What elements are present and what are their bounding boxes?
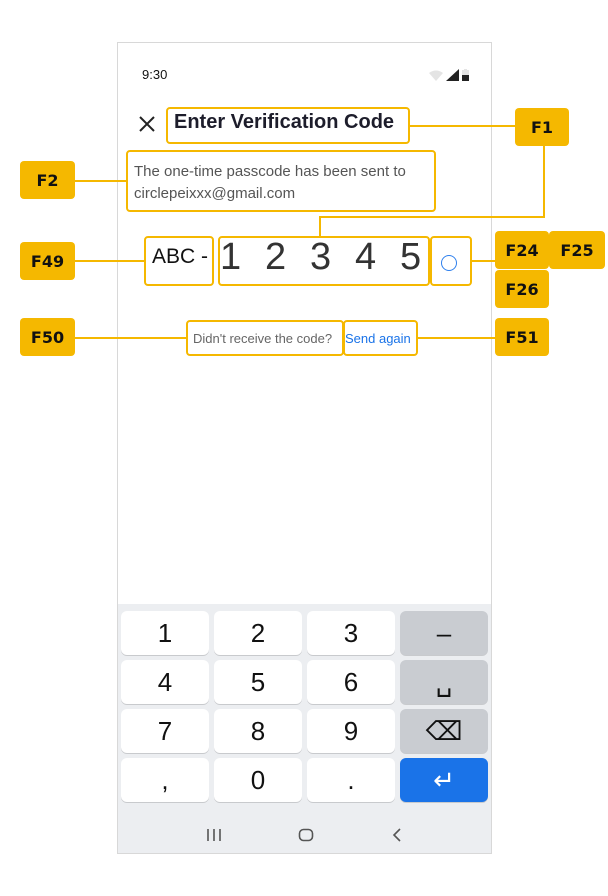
status-time: 9:30 [142, 67, 168, 82]
code-digit-1: 1 [220, 236, 242, 278]
code-prefix: ABC - [152, 245, 209, 268]
annotation-line [410, 125, 515, 127]
close-icon[interactable] [136, 113, 158, 135]
status-icons [429, 69, 469, 81]
send-again-link[interactable]: Send again [345, 331, 411, 346]
annotation-tag-f51: F51 [495, 318, 549, 356]
annotation-line [319, 216, 545, 218]
annotation-tag-f24: F24 [495, 231, 549, 269]
battery-icon [462, 69, 469, 81]
annotation-line [75, 180, 127, 182]
key-0[interactable]: 0 [214, 758, 302, 802]
annotation-line [75, 337, 187, 339]
code-digit-3: 3 [310, 236, 332, 278]
key-period[interactable]: . [307, 758, 395, 802]
key-dash[interactable]: – [400, 611, 488, 655]
resend-prompt: Didn't receive the code? [193, 331, 333, 346]
key-space[interactable]: ␣ [400, 660, 488, 704]
key-2[interactable]: 2 [214, 611, 302, 655]
signal-icon [446, 69, 459, 81]
key-4[interactable]: 4 [121, 660, 209, 704]
annotation-tag-f50: F50 [20, 318, 75, 356]
home-icon[interactable] [298, 828, 314, 842]
key-comma[interactable]: , [121, 758, 209, 802]
key-3[interactable]: 3 [307, 611, 395, 655]
annotation-tag-f25: F25 [549, 231, 605, 269]
sent-message: The one-time passcode has been sent to circlepeixxx@gmail.com [134, 163, 406, 202]
key-enter[interactable]: ↵ [400, 758, 488, 802]
wifi-icon [429, 70, 443, 81]
recent-apps-icon[interactable] [206, 828, 222, 842]
annotation-box-code [218, 236, 430, 286]
key-1[interactable]: 1 [121, 611, 209, 655]
annotation-tag-f1: F1 [515, 108, 569, 146]
annotation-tag-f49: F49 [20, 242, 75, 280]
annotation-box-resend-prompt [186, 320, 344, 356]
annotation-tag-f26: F26 [495, 270, 549, 308]
back-icon[interactable] [391, 828, 403, 842]
key-9[interactable]: 9 [307, 709, 395, 753]
annotation-line [319, 216, 321, 236]
annotation-line [418, 337, 495, 339]
code-digit-2: 2 [265, 236, 287, 278]
annotation-line [472, 260, 495, 262]
annotation-tag-f2: F2 [20, 161, 75, 199]
annotation-box-spinner [430, 236, 472, 286]
numeric-keyboard [118, 604, 491, 854]
key-5[interactable]: 5 [214, 660, 302, 704]
system-navbar [118, 816, 491, 854]
key-6[interactable]: 6 [307, 660, 395, 704]
key-8[interactable]: 8 [214, 709, 302, 753]
annotation-box-prefix [144, 236, 214, 286]
key-7[interactable]: 7 [121, 709, 209, 753]
code-digit-4: 4 [355, 236, 377, 278]
annotation-line [75, 260, 145, 262]
page-title: Enter Verification Code [174, 111, 395, 133]
annotation-box-message [126, 150, 436, 212]
code-digit-5: 5 [400, 236, 422, 278]
annotation-line [543, 145, 545, 217]
annotation-box-title [166, 107, 410, 144]
annotation-box-send-again [343, 320, 418, 356]
key-backspace[interactable]: ⌫ [400, 709, 488, 753]
